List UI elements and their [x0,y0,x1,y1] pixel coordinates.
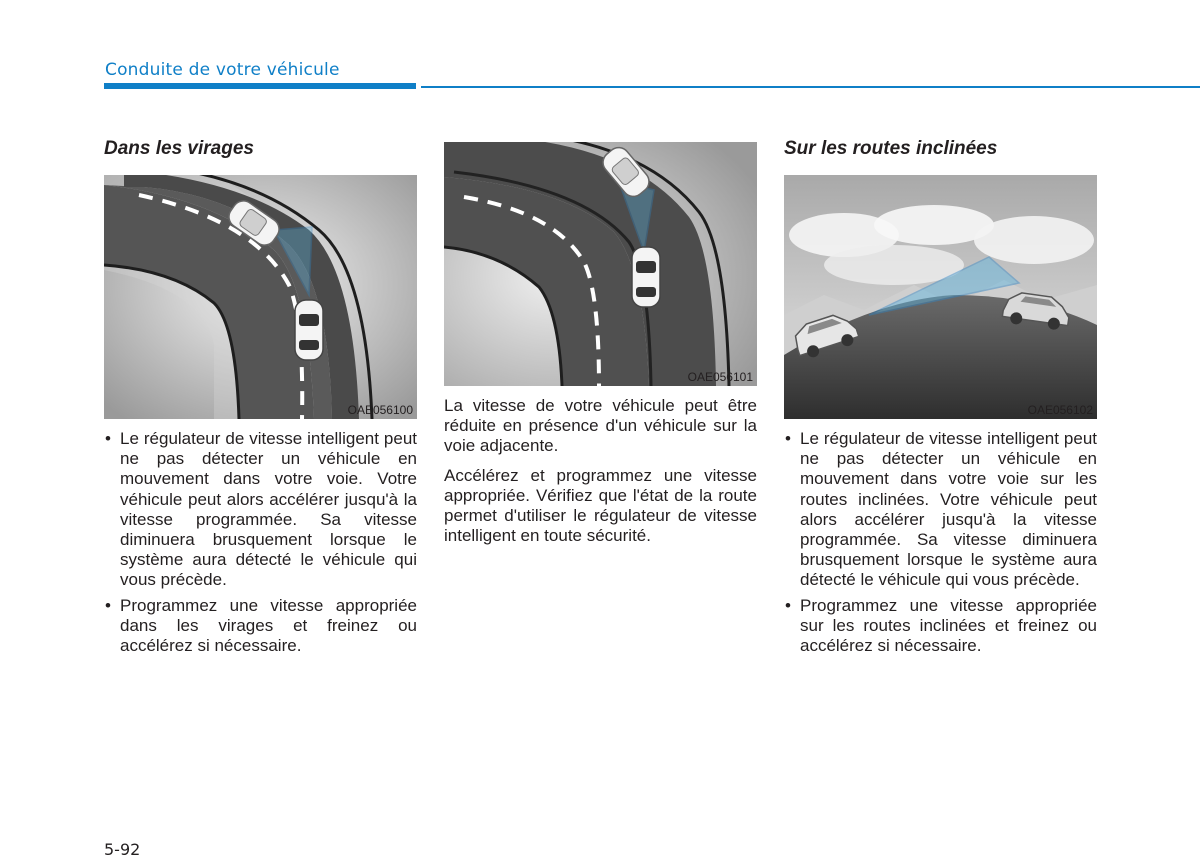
figure-code: OAE056101 [687,370,753,384]
list-item: • Le régulateur de vitesse intelligent peut ne pas détecter un véhicule en mouvement dans votre voie sur les routes inclinées. Votre véhicule peut alors accélérer jusqu'à la vitesse programmée. Sa vitesse diminuera brusquement lorsque le système aura détecté le véhicule qui vous précède. [784,429,1097,591]
figure-adjacent-lane [444,142,757,386]
middle-text [444,396,757,555]
page-number: 5-92 [104,840,141,859]
list-item: • Programmez une vitesse appropriée sur les routes inclinées et freinez ou accélérez si nécessaire. [784,596,1097,657]
list-item: • Programmez une vitesse appropriée dans les virages et freinez ou accélérez si nécessaire. [104,596,417,657]
right-bullet-list [784,429,1097,656]
list-item: • Le régulateur de vitesse intelligent peut ne pas détecter un véhicule en mouvement dans votre voie. Votre véhicule peut alors accélérer jusqu'à la vitesse programmée. Sa vitesse diminuera brusquement lorsque le système aura détecté le véhicule qui vous précède. [104,429,417,591]
paragraph: La vitesse de votre véhicule peut être réduite en présence d'un véhicule sur la voie adjacente. [444,396,757,456]
adjacent-lane-illustration [444,142,757,386]
figure-hill-road [784,175,1097,419]
paragraph: Accélérez et programmez une vitesse appropriée. Vérifiez que l'état de la route permet d'utiliser le régulateur de vitesse intelligent en toute sécurité. [444,465,757,546]
right-text [784,429,1097,661]
heading-curves: Dans les virages [104,138,254,159]
heading-slopes: Sur les routes inclinées [784,138,998,159]
hill-road-illustration [784,175,1097,419]
left-text [104,429,417,661]
header-rule [421,86,1200,88]
header-accent-bar [104,83,416,89]
figure-code: OAE056100 [347,403,413,417]
figure-curve-road [104,175,417,419]
curve-road-illustration [104,175,417,419]
section-title: Conduite de votre véhicule [105,60,340,80]
left-bullet-list [104,429,417,656]
figure-code: OAE056102 [1027,403,1093,417]
